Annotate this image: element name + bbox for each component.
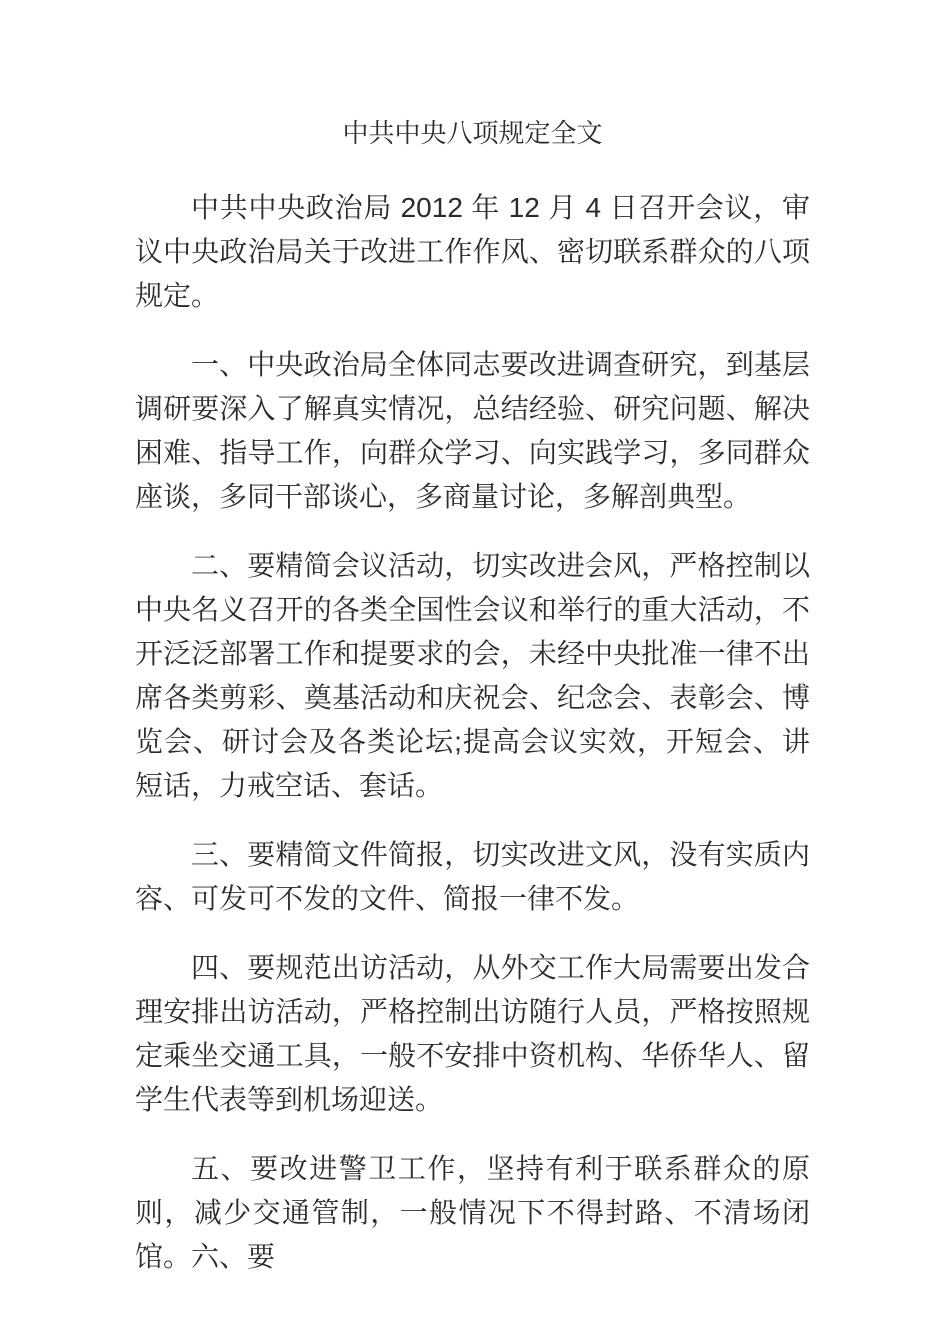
paragraph-rule-5-truncated: 五、要改进警卫工作，坚持有利于联系群众的原则，减少交通管制，一般情况下不得封路、不清场闭馆。六、要 <box>135 1153 810 1272</box>
paragraph-intro: 中共中央政治局 2012 年 12 月 4 日召开会议，审议中央政治局关于改进工作作风、密切联系群众的八项规定。 <box>135 192 810 311</box>
paragraph-rule-1: 一、中央政治局全体同志要改进调查研究，到基层调研要深入了解真实情况，总结经验、研究问题、解决困难、指导工作，向群众学习、向实践学习，多同群众座谈，多同干部谈心，多商量讨论，多解剖典型。 <box>135 349 810 512</box>
paragraph-rule-3: 三、要精简文件简报，切实改进文风，没有实质内容、可发可不发的文件、简报一律不发。 <box>135 839 810 914</box>
document-title: 中共中央八项规定全文 <box>342 118 603 148</box>
paragraph-rule-2: 二、要精简会议活动，切实改进会风，严格控制以中央名义召开的各类全国性会议和举行的重大活动，不开泛泛部署工作和提要求的会，未经中央批准一律不出席各类剪彩、奠基活动和庆祝会、纪念会、表彰会、博览会、研讨会及各类论坛;提高会议实效，开短会、讲短话，力戒空话、套话。 <box>135 550 810 801</box>
paragraph-rule-4: 四、要规范出访活动，从外交工作大局需要出发合理安排出访活动，严格控制出访随行人员，严格按照规定乘坐交通工具，一般不安排中资机构、华侨华人、留学生代表等到机场迎送。 <box>135 952 810 1115</box>
